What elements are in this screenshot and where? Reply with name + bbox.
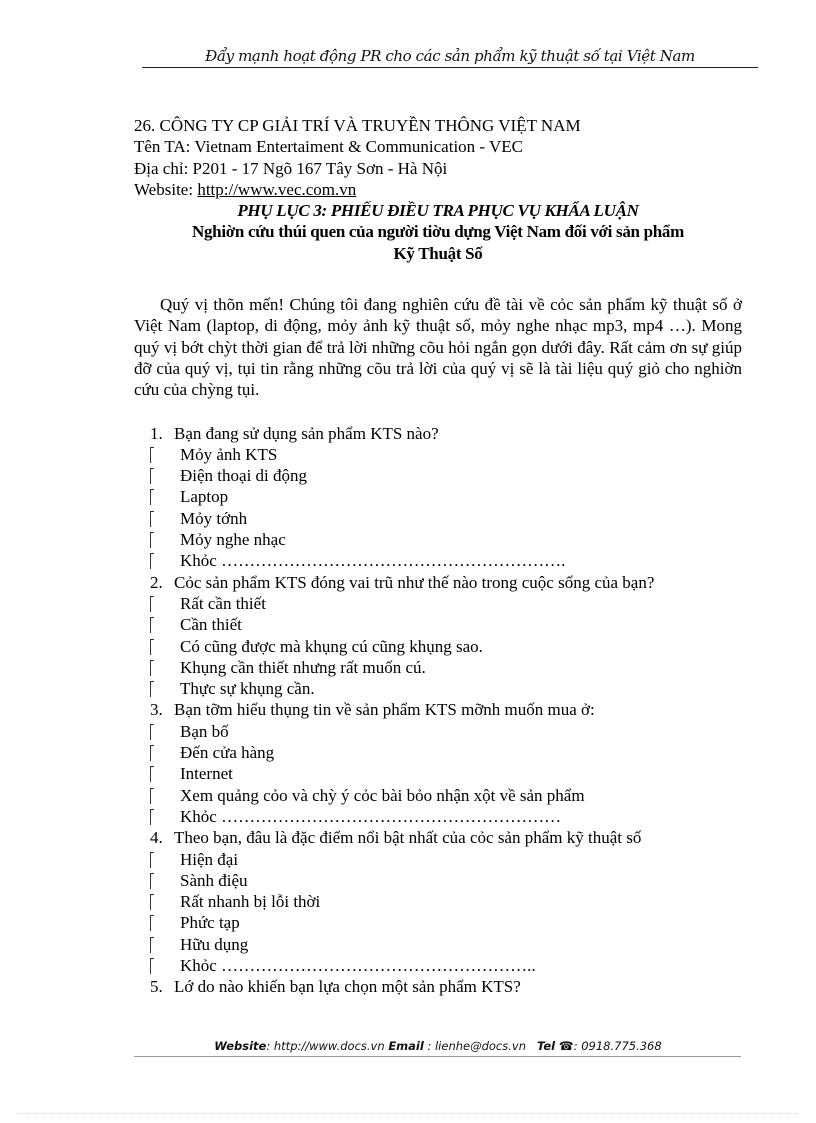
checkbox-icon[interactable]	[150, 447, 154, 463]
question-2	[150, 572, 742, 593]
question-5	[150, 976, 742, 997]
checkbox-icon[interactable]	[150, 873, 154, 889]
option-item[interactable]	[150, 891, 742, 912]
checkbox-icon[interactable]	[150, 745, 154, 761]
checkbox-icon[interactable]	[150, 681, 154, 697]
option-label: Mỏy tớnh	[180, 508, 248, 528]
appendix-title: PHỤ LỤC 3: PHIẾU ĐIỀU TRA PHỤC VỤ KHẨA LUẬN	[237, 201, 639, 221]
question-number: 2.	[150, 572, 163, 592]
option-label: Khỏc ……………………………………………………	[180, 806, 562, 826]
option-label: Internet	[180, 764, 233, 784]
option-label: Rất cần thiết	[180, 593, 266, 613]
checkbox-icon[interactable]	[150, 532, 154, 548]
option-item[interactable]	[150, 657, 742, 678]
checkbox-icon[interactable]	[150, 809, 154, 825]
company-name: 26. CÔNG TY CP GIẢI TRÍ VÀ TRUYỀN THÔNG VIỆT NAM	[134, 116, 581, 135]
website-link[interactable]: http://www.vec.com.vn	[197, 179, 357, 199]
option-item[interactable]	[150, 678, 742, 699]
website-label: Website:	[134, 179, 198, 199]
phone-icon: ☎	[558, 1039, 574, 1053]
page-content	[134, 115, 742, 998]
footer-email-value[interactable]: : lienhe@docs.vn	[423, 1039, 526, 1053]
option-item[interactable]	[150, 721, 742, 742]
option-label: Laptop	[180, 487, 229, 507]
header-rule	[142, 67, 758, 68]
survey-title-line-1: Nghiờn cứu thúi quen của người tiờu dựng Việt Nam đối với sản phẩm	[192, 222, 684, 242]
option-item[interactable]	[150, 444, 742, 465]
checkbox-icon[interactable]	[150, 788, 154, 804]
option-item[interactable]	[150, 763, 742, 784]
checkbox-icon[interactable]	[150, 894, 154, 910]
checkbox-icon[interactable]	[150, 511, 154, 527]
option-label: Điện thoại di động	[180, 466, 308, 486]
page-boundary-dots	[18, 1113, 798, 1114]
footer-tel-value: : 0918.775.368	[573, 1039, 662, 1053]
question-list	[134, 423, 742, 998]
question-text: Bạn tỡm hiểu thụng tin về sản phẩm KTS mỡnh muốn mua ở:	[174, 700, 595, 720]
intro-paragraph: Quý vị thõn mến! Chúng tôi đang nghiên cứu đề tài về cỏc sản phẩm kỹ thuật số ở Việt Nam (laptop, di động, mỏy ảnh kỹ thuật số, mỏy nghe nhạc mp3, mp4 …). Mong quý vị bớt chỳt thời gian để trả lời những cõu hỏi ngắn gọn dưới đây. Rất cảm ơn sự giúp đỡ của quý vị, tụi tin rằng những cõu trả lời của quý vị sẽ là tài liệu quý giỏ cho nghiờn cứu của chỳng tụi.	[134, 295, 742, 400]
option-item[interactable]	[150, 550, 742, 571]
checkbox-icon[interactable]	[150, 639, 154, 655]
option-item[interactable]	[150, 870, 742, 891]
question-text: Theo bạn, đâu là đặc điểm nổi bật nhất của cỏc sản phẩm kỹ thuật số	[174, 828, 642, 848]
footer-website-label: Website	[214, 1039, 267, 1053]
checkbox-icon[interactable]	[150, 852, 154, 868]
option-label: Thực sự khụng cần.	[180, 679, 315, 699]
company-website	[134, 179, 742, 200]
page-footer	[134, 1038, 742, 1054]
option-item[interactable]	[150, 849, 742, 870]
checkbox-icon[interactable]	[150, 489, 154, 505]
option-label: Sành điệu	[180, 870, 248, 890]
option-label: Xem quảng cỏo và chỳ ý cỏc bài bỏo nhận xột về sản phẩm	[180, 785, 585, 805]
footer-tel-label: Tel	[536, 1039, 556, 1053]
running-header: Đẩy mạnh hoạt động PR cho các sản phẩm kỹ thuật số tại Việt Nam	[205, 47, 695, 65]
option-label: Mỏy nghe nhạc	[180, 530, 286, 550]
option-item[interactable]	[150, 742, 742, 763]
option-item[interactable]	[150, 593, 742, 614]
option-item[interactable]	[150, 486, 742, 507]
checkbox-icon[interactable]	[150, 724, 154, 740]
question-text: Lớ do nào khiến bạn lựa chọn một sản phẩm KTS?	[174, 977, 521, 997]
option-label: Khụng cần thiết nhưng rất muốn cú.	[180, 657, 426, 677]
option-label: Bạn bố	[180, 721, 229, 741]
option-item[interactable]	[150, 636, 742, 657]
option-item[interactable]	[150, 508, 742, 529]
checkbox-icon[interactable]	[150, 617, 154, 633]
checkbox-icon[interactable]	[150, 937, 154, 953]
footer-email-label: Email	[388, 1039, 424, 1053]
option-label: Mỏy ảnh KTS	[180, 444, 278, 464]
option-label: Phức tạp	[180, 913, 240, 933]
option-label: Đến cửa hàng	[180, 743, 275, 763]
checkbox-icon[interactable]	[150, 596, 154, 612]
question-1	[150, 423, 742, 444]
question-number: 1.	[150, 423, 163, 443]
footer-website-value[interactable]: : http://www.docs.vn	[266, 1039, 385, 1053]
option-label: Hiện đại	[180, 849, 239, 869]
company-english-name: Tên TA: Vietnam Entertaiment & Communication - VEC	[134, 137, 524, 157]
survey-title-line-2: Kỹ Thuật Số	[393, 243, 483, 263]
option-item[interactable]	[150, 955, 742, 976]
option-label: Hữu dụng	[180, 934, 249, 954]
company-address: Địa chỉ: P201 - 17 Ngõ 167 Tây Sơn - Hà Nội	[134, 158, 448, 178]
question-number: 5.	[150, 977, 163, 997]
checkbox-icon[interactable]	[150, 958, 154, 974]
option-item[interactable]	[150, 529, 742, 550]
question-number: 3.	[150, 700, 163, 720]
checkbox-icon[interactable]	[150, 468, 154, 484]
question-text: Bạn đang sử dụng sản phẩm KTS nào?	[174, 423, 439, 443]
option-item[interactable]	[150, 912, 742, 933]
checkbox-icon[interactable]	[150, 660, 154, 676]
question-number: 4.	[150, 828, 163, 848]
option-item[interactable]	[150, 465, 742, 486]
option-item[interactable]	[150, 785, 742, 806]
footer-rule	[134, 1056, 741, 1057]
question-3	[150, 699, 742, 720]
option-item[interactable]	[150, 934, 742, 955]
option-label: Cần thiết	[180, 615, 242, 635]
question-4	[150, 827, 742, 848]
option-label: Có cũng được mà khụng cú cũng khụng sao.	[180, 636, 483, 656]
option-item[interactable]	[150, 806, 742, 827]
option-label: Khỏc …………………………………………………….	[180, 551, 566, 571]
option-item[interactable]	[150, 614, 742, 635]
checkbox-icon[interactable]	[150, 915, 154, 931]
question-text: Cỏc sản phẩm KTS đóng vai trũ như thế nào trong cuộc sống của bạn?	[174, 572, 655, 592]
checkbox-icon[interactable]	[150, 766, 154, 782]
option-label: Rất nhanh bị lỗi thời	[180, 892, 321, 912]
option-label: Khỏc ………………………………………………..	[180, 955, 536, 975]
checkbox-icon[interactable]	[150, 553, 154, 569]
